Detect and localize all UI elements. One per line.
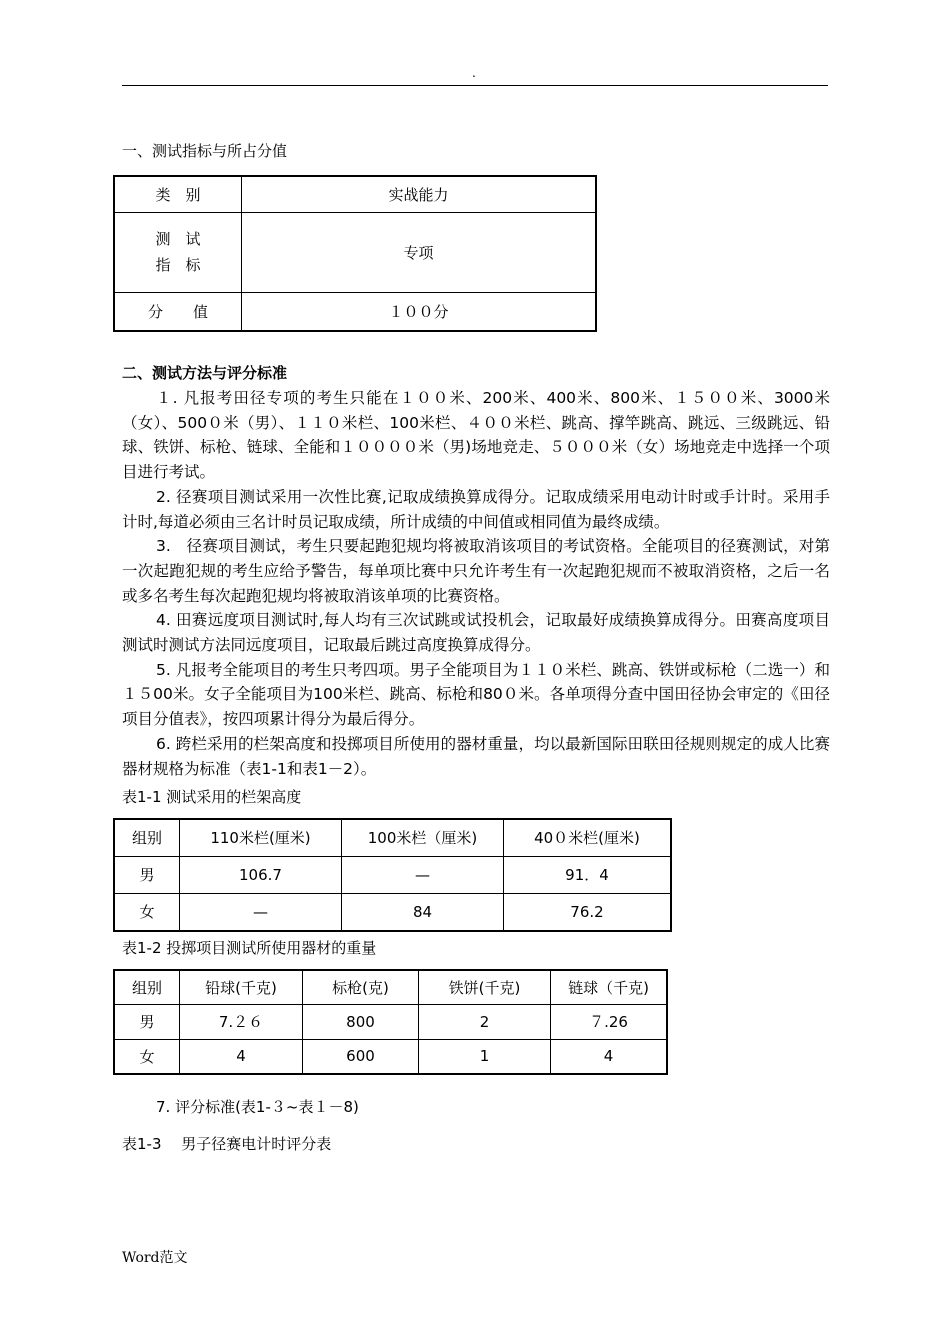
table-cell: 7.２６ [180,1004,303,1039]
equipment-weight-table [113,969,668,1075]
paragraph-1: １. 凡报考田径专项的考生只能在１００米、200米、400米、800米、１５００米、3000米（女）、500０米（男）、１１０米栏、100米栏、４００米栏、跳高、撑竿跳高、跳远、三级跳远、铅球、铁饼、标枪、链球、全能和１００００米（男)场地竞走、５０００米（女）场地竞走中选择一个项目进行考试。 [122,389,830,482]
table-cell: 男 [114,1004,180,1039]
table-header-cell: 组别 [114,970,180,1004]
table-cell: 4 [180,1039,303,1074]
table-cell: 800 [303,1004,419,1039]
table-header-cell: 40０米栏(厘米) [504,819,672,856]
header-rule [122,85,828,86]
table-cell: 1 [419,1039,551,1074]
table-row [114,1039,667,1074]
table-header-cell: 铅球(千克) [180,970,303,1004]
indicator-label [114,212,242,292]
paragraph-4: 4. 田赛远度项目测试时,每人均有三次试跳或试投机会，记取最好成绩换算成得分。田赛高度项目测试时测试方法同远度项目，记取最后跳过高度换算成得分。 [122,611,830,655]
section2-title: 二、测试方法与评分标准 [122,364,288,382]
table-cell: 女 [114,1039,180,1074]
table-cell: — [180,893,342,931]
footer-text: Word范文 [122,1250,188,1266]
indicator-label-line2: 指 标 [155,256,201,274]
table-cell: 2 [419,1004,551,1039]
table-header-cell: 组别 [114,819,180,856]
table-cell: — [342,856,504,893]
table-cell: 76.2 [504,893,672,931]
paragraph-5: 5. 凡报考全能项目的考生只考四项。男子全能项目为１１０米栏、跳高、铁饼或标枪（二选一）和１５00米。女子全能项目为100米栏、跳高、标枪和80０米。各单项得分查中国田径协会审定的《田径项目分值表》，按四项累计得分为最后得分。 [122,660,830,729]
table-header-cell: 标枪(克) [303,970,419,1004]
table-cell: 106.7 [180,856,342,893]
hurdle-height-table [113,818,672,932]
table-header-cell: 110米栏(厘米) [180,819,342,856]
score-label: 分 值 [114,292,242,331]
table-header-cell: 铁饼(千克) [419,970,551,1004]
header-mark: . [472,66,476,80]
paragraph-2: 2. 径赛项目测试采用一次性比赛,记取成绩换算成得分。记取成绩采用电动计时或手计时。采用手计时,每道必须由三名计时员记取成绩，所计成绩的中间值或相同值为最终成绩。 [122,487,830,531]
category-value: 实战能力 [242,176,597,212]
paragraph-6: 6. 跨栏采用的栏架高度和投掷项目所使用的器材重量，均以最新国际田联田径规则规定的成人比赛器材规格为标准（表1-1和表1－2）。 [122,734,830,778]
table-row [114,856,671,893]
method-paragraphs [122,386,830,781]
table-cell: 4 [551,1039,668,1074]
table-1-3-caption: 表1-3 男子径赛电计时评分表 [122,1135,332,1153]
table-header-cell: 100米栏（厘米) [342,819,504,856]
table-header-cell: 链球（千克) [551,970,668,1004]
score-value: １００分 [242,292,597,331]
paragraph-3: 3. 径赛项目测试，考生只要起跑犯规均将被取消该项目的考试资格。全能项目的径赛测试，对第一次起跑犯规的考生应给予警告，每单项比赛中只允许考生有一次起跑犯规而不被取消资格，之后一名或多名考生每次起跑犯规均将被取消该单项的比赛资格。 [122,537,830,605]
table-cell: 600 [303,1039,419,1074]
section1-title: 一、测试指标与所占分值 [122,142,288,160]
indicator-label-line1: 测 试 [155,230,201,248]
table-cell: 84 [342,893,504,931]
table-1-1-caption: 表1-1 测试采用的栏架高度 [122,788,302,806]
score-table [113,175,597,332]
table-cell: 女 [114,893,180,931]
table-row [114,893,671,931]
indicator-value: 专项 [242,212,597,292]
category-label: 类 别 [114,176,242,212]
scoring-standard-item: 7. 评分标准(表1-３~表１－8) [156,1098,359,1116]
table-cell: 男 [114,856,180,893]
table-1-2-caption: 表1-2 投掷项目测试所使用器材的重量 [122,939,377,957]
table-row [114,1004,667,1039]
table-cell: 91．4 [504,856,672,893]
table-cell: ７.26 [551,1004,668,1039]
